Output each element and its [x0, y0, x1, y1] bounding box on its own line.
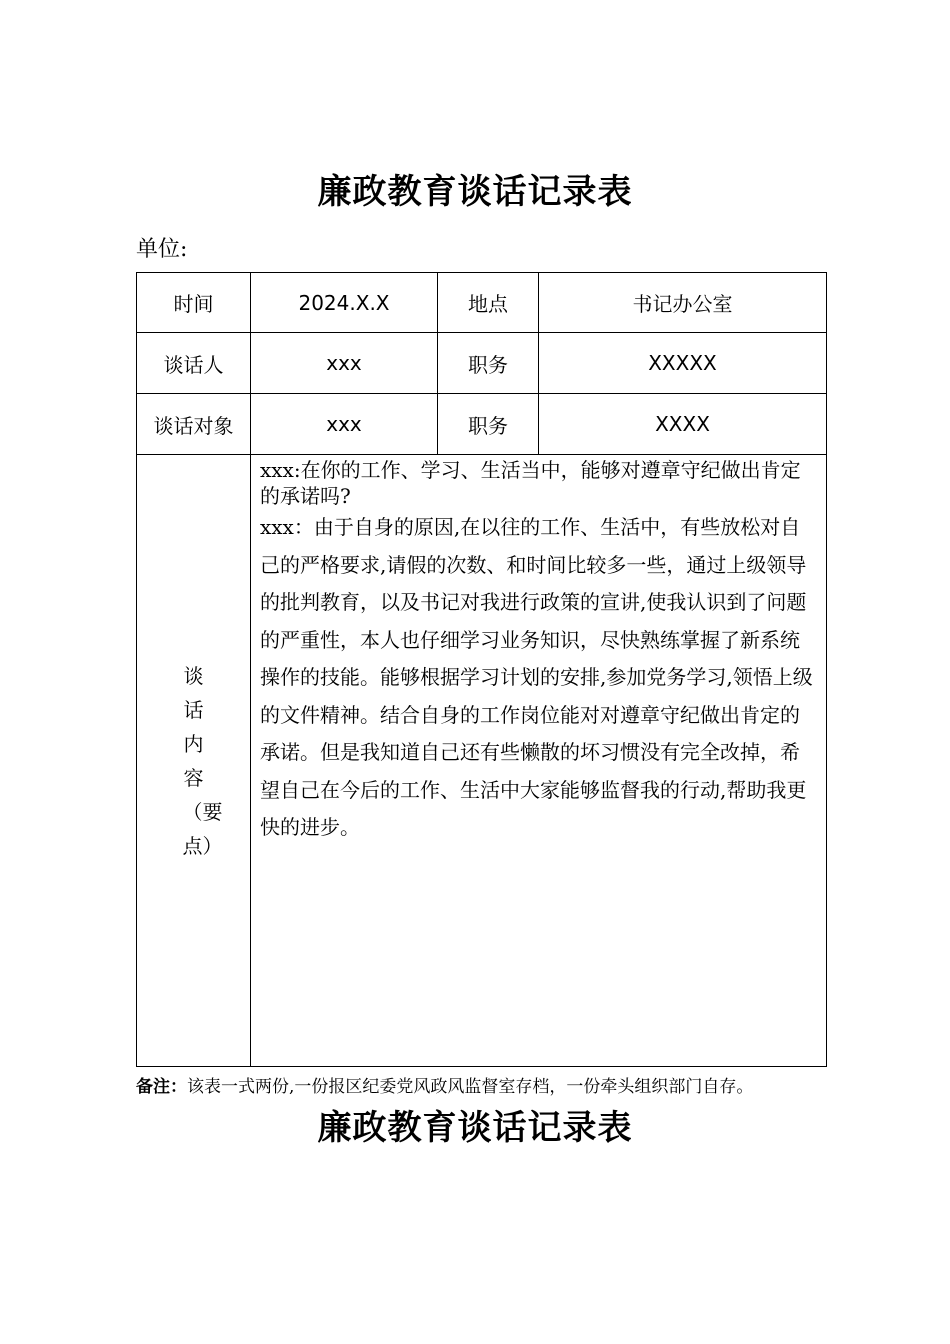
- table-row: [137, 273, 827, 333]
- target-label: 谈话对象: [137, 394, 251, 455]
- table-row: [137, 333, 827, 394]
- content-label: 谈话内容（要点）: [182, 663, 223, 858]
- record-table: [136, 272, 827, 1067]
- time-value: 2024.X.X: [251, 273, 438, 333]
- place-value: 书记办公室: [539, 273, 827, 333]
- speaker-label: 谈话人: [137, 333, 251, 394]
- content-label-cell: [137, 455, 251, 1067]
- content-question: xxx:在你的工作、学习、生活当中，能够对遵章守纪做出肯定的承诺吗?: [260, 458, 801, 508]
- speaker-post-label: 职务: [438, 333, 539, 394]
- target-value: xxx: [251, 394, 438, 455]
- table-row: [137, 394, 827, 455]
- target-post-value: XXXX: [539, 394, 827, 455]
- place-label: 地点: [438, 273, 539, 333]
- page-title-repeat: 廉政教育谈话记录表: [317, 1108, 633, 1148]
- target-post-label: 职务: [438, 394, 539, 455]
- speaker-value: xxx: [251, 333, 438, 394]
- time-label: 时间: [137, 273, 251, 333]
- unit-label: 单位:: [136, 237, 188, 262]
- note-text: 该表一式两份,一份报区纪委党风政风监督室存档，一份牵头组织部门自存。: [187, 1077, 754, 1097]
- content-answer: xxx：由于自身的原因,在以往的工作、生活中，有些放松对自己的严格要求,请假的次数、和时间比较多一些，通过上级领导的批判教育，以及书记对我进行政策的宣讲,使我认识到了问题的严重性，本人也仔细学习业务知识，尽快熟练掌握了新系统操作的技能。能够根据学习计划的安排,参加党务学习,领悟上级的文件精神。结合自身的工作岗位能对对遵章守纪做出肯定的承诺。但是我知道自己还有些懒散的坏习惯没有完全改掉，希望自己在今后的工作、生活中大家能够监督我的行动,帮助我更快的进步。: [260, 515, 813, 839]
- page-title: 廉政教育谈话记录表: [317, 172, 633, 212]
- note-label: 备注：: [136, 1077, 187, 1097]
- speaker-post-value: XXXXX: [539, 333, 827, 394]
- note: [136, 1072, 753, 1097]
- content-cell: [251, 455, 827, 1067]
- table-row: [137, 455, 827, 1067]
